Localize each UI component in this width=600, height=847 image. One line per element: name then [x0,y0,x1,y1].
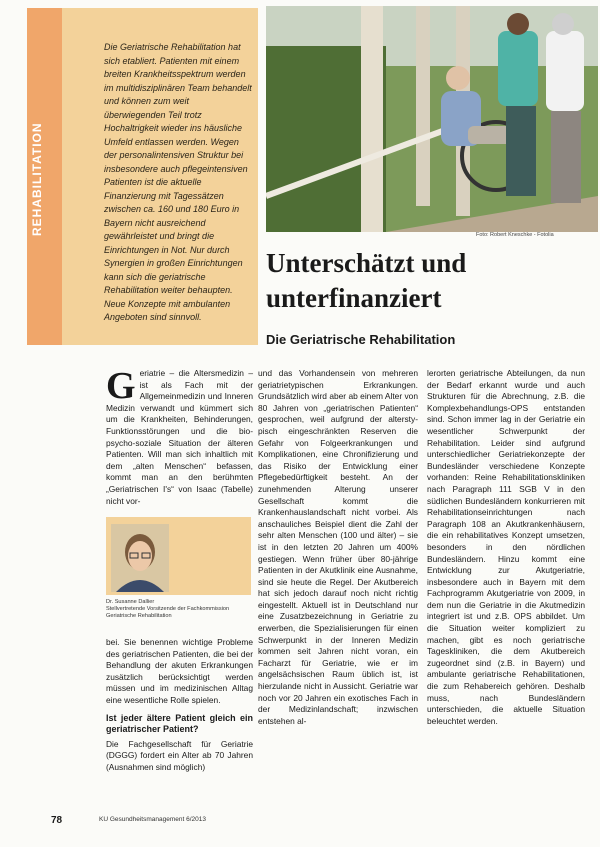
column-1-paragraph: bei. Sie benennen wichtige Probleme des geriatrischen Patienten, die bei der Behandlung der akuten Erkrankungen zusätzlich berücksichtigt werden müssen und im medizinischen Alltag eine wesentliche Rolle spielen. [106,637,253,705]
column-3 [427,368,585,727]
photo-illustration [266,6,598,232]
author-caption [106,599,254,620]
author-role: Stellvertretende Vorsitzende der Fachkommission Geriatrische Rehabilitation [106,606,230,619]
author-photo [111,524,169,592]
drop-cap: G [106,365,136,407]
subheadline: Die Geriatrische Rehabilitation [266,332,456,347]
column-1-text: eriatrie – die Altersmedizin – ist als Fach mit der Allgemeinmedizin und Inneren Medizin verwandt und kümmert sich um die Krankheiten, Behinderungen, Funktionsstörungen und die bio-psycho-soziale Situation der älteren Patienten. Will man sich inhaltlich mit dem „alten Menschen“ befassen, kommt man an den berühmten „Geriatrischen I's“ von Isaac (Tabelle) nicht vor- [106,368,253,506]
section-label: REHABILITATION [30,122,44,236]
page-number: 78 [51,815,63,826]
column-2 [258,368,418,727]
headline-line-2: unterfinanziert [266,283,442,313]
column-1-bottom [106,637,253,773]
author-portrait-illustration [111,524,169,592]
author-name: Dr. Susanne Dallier [106,599,155,605]
column-2-text: und das Vorhandensein von mehreren geriatrietypischen Erkrankungen. Grundsätzlich wird aber ab einem Alter von 80 Jahren von „geriatrischen Patienten“ gesprochen, weil aufgrund der alterstypisch eingeschränkten Reserven die Gefahr von Folgeerkrankungen und Komplikationen, eine Chronifizierung und das Risiko der Entwicklung einer Pflegebedürftigkeit besteht. An der zunehmenden Alterung unserer Gesellschaft kommt die Krankenhauslandschaft nicht vorbei. Als anschauliches Beispiel dient die Zahl der sehr alten Menschen (100 und älter) – sie ist in den letzten 20 Jahren um 400% gestiegen. Wenn früher über 80-jährige Patienten in der Akutklinik eine Ausnahme, sind sie heute die Regel. Der Akutbereich hat sich jedoch darauf noch nicht richtig eingestellt. Aktuell ist in Deutschland nur eine Zusatzbezeichnung in Geriatrie zu erwerben, die Spezialisierungen für einen Schwerpunkt in der Inneren Medizin kommen seit Jahren nicht voran, ein Facharzt für Geriatrie, wie er im angelsächsischen Raum üblich ist, ist hierzulande nicht in Aussicht. Geriatrie war noch vor 20 Jahren ein exotisches Fach in der Medizinlandschaft; inzwischen entstehen al- [258,368,418,726]
column-3-text: lerorten geriatrische Abteilungen, da nun der Bedarf erkannt wurde und auch Strukturen für die Abrechnung, z.B. die Komplexbehandlungs-OPS entstanden sind. Schon immer lag in der Geriatrie ein wesentlicher Schwerpunkt der Rehabilitation. Leider sind aufgrund unterschiedlicher Geriatriekonzepte der Bundesländer verschiedene Konzepte vorhanden: Reine Rehabilitationskliniken nach Paragraph 111 SGB V in den südlichen Bundesländern konkurrieren mit Rehabilitationseinrichtungen nach Paragraph 108 an Akutkrankenhäusern, die ein rehabilitatives Konzept umsetzen, besonders in den nördlichen Bundesländern. Hinzu kommt eine Entwicklung zur Akutgeriatrie, insbesondere auch in Bayern mit dem Fachprogramm Akutgeriatrie von 2009, in dem nun die Geriatrie in die Akutmedizin integriert ist und z.B. OPS abbildet. Um die Situation weiter kompliziert zu machen, gibt es noch geriatrische Tageskliniken, die dem Akutbereich zugeordnet sind (z.B. in Bayern) und ambulante geriatrische Rehabilitationen, die zum Rehabereich gehören. Deshalb muss, nach Bundesländern unterschieden, die aktuelle Situation beleuchtet werden. [427,368,585,726]
column-1-heading: Ist jeder ältere Patient gleich ein geriatrischer Patient? [106,712,253,735]
headline [266,246,596,316]
column-1-last-paragraph: Die Fachgesellschaft für Geriatrie (DGGG) fordert ein Alter ab 70 Jahren (Ausnahmen sind möglich) [106,738,253,772]
headline-line-1: Unterschätzt und [266,248,467,278]
photo-credit: Foto: Robert Kneschke - Fotolia [476,232,554,238]
article-photo [266,6,598,232]
pull-quote: Die Geriatrische Rehabilitation hat sich etabliert. Patienten mit einem breiten Krankheitsspektrum werden im multidisziplinären Team behandelt und können zum weit überwiegenden Teil trotz Hochaltrigkeit wieder ins häusliche Umfeld entlassen werden. Wegen der personalintensiven Struktur bei insbesondere auch pflegeintensiven Patienten ist die aktuelle Finanzierung mit Tagessätzen zwischen ca. 160 und 180 Euro in Bayern nicht ausreichend gewährleistet und bringt die Einrichtungen in Not. Nur durch Synergien in großen Einrichtungen kann sich die geriatrische Rehabilitation weiter behaupten. Neue Konzepte mit ambulanten Angeboten sind sinnvoll. [104,42,252,322]
publication-footer: KU Gesundheitsmanagement 6/2013 [99,816,206,823]
column-1-top [106,365,253,507]
